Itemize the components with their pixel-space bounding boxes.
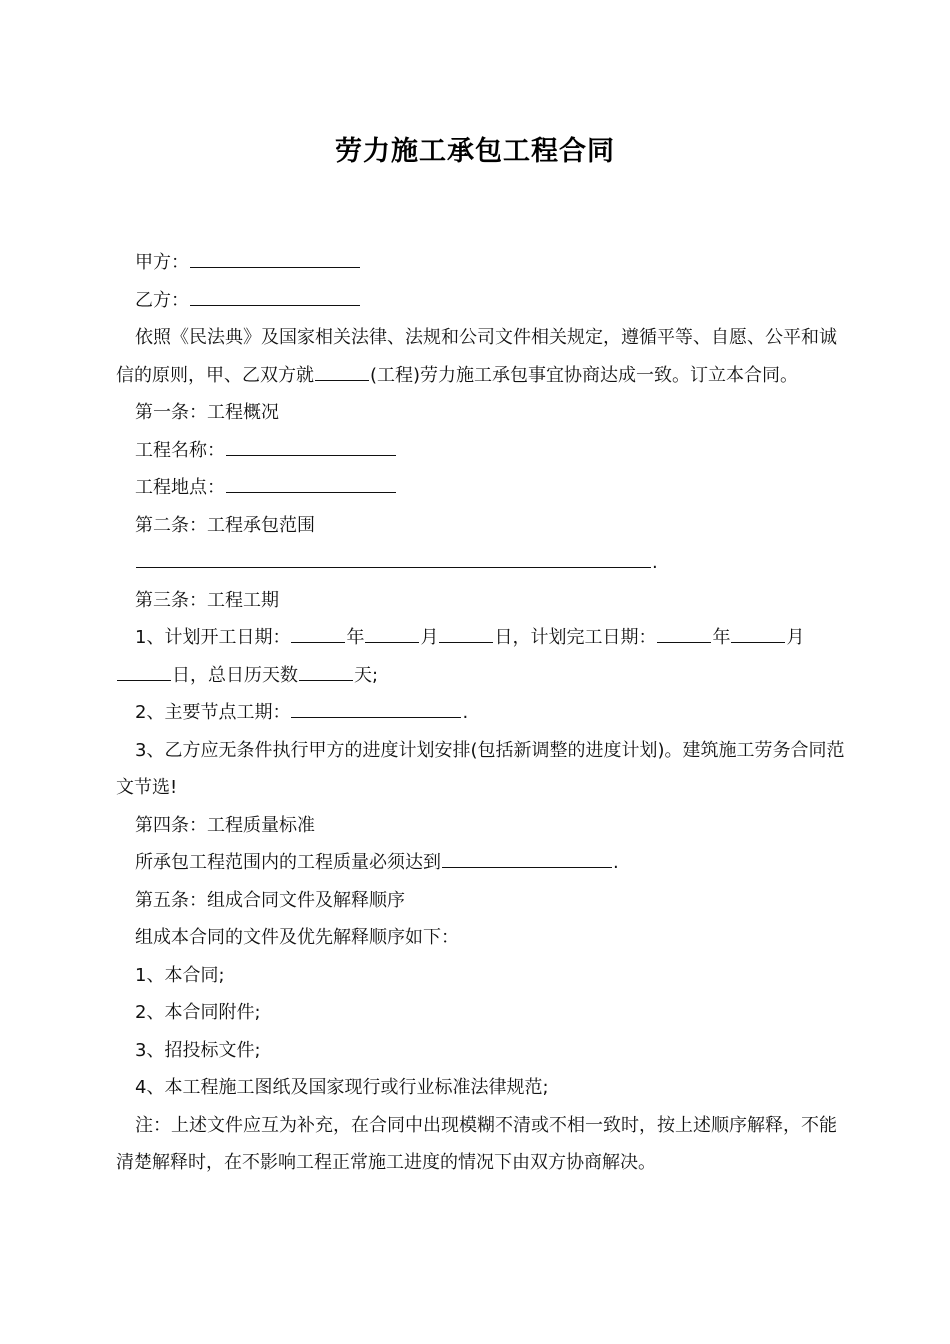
intro-text-1: 依照《民法典》及国家相关法律、法规和公司文件相关规定，遵循平等、自愿、公平和诚信的原则，甲、乙双方就 bbox=[116, 327, 837, 386]
finish-year-blank bbox=[657, 621, 711, 643]
finish-date-label: 日，计划完工日期： bbox=[494, 627, 657, 648]
project-name-label: 工程名称： bbox=[135, 439, 225, 461]
scope-blank bbox=[136, 546, 651, 568]
schedule-clause-3: 3、乙方应无条件执行甲方的进度计划安排(包括新调整的进度计划)。建筑施工劳务合同范文节选! bbox=[116, 739, 845, 798]
intro-text-2: (工程)劳力施工承包事宜协商达成一致。订立本合同。 bbox=[370, 364, 799, 386]
party-b-label: 乙方： bbox=[135, 289, 189, 311]
total-days-blank bbox=[299, 659, 353, 681]
project-site-label: 工程地点： bbox=[135, 477, 225, 498]
start-year-unit: 年 bbox=[346, 627, 365, 648]
start-year-blank bbox=[291, 621, 345, 643]
article-2-heading: 第二条：工程承包范围 bbox=[135, 514, 315, 536]
party-a-line bbox=[116, 244, 846, 282]
page-title: 劳力施工承包工程合同 bbox=[335, 136, 615, 167]
quality-blank bbox=[442, 846, 612, 868]
article-1-heading: 第一条：工程概况 bbox=[135, 402, 279, 423]
scope-dot: . bbox=[652, 552, 658, 573]
project-site-blank bbox=[226, 471, 396, 493]
scope-line bbox=[116, 544, 846, 582]
article-4-heading: 第四条：工程质量标准 bbox=[135, 814, 315, 836]
article-5-heading: 第五条：组成合同文件及解释顺序 bbox=[135, 889, 405, 911]
project-site-line bbox=[116, 469, 846, 507]
start-month-blank bbox=[365, 621, 419, 643]
finish-year-unit: 年 bbox=[712, 627, 731, 648]
start-month-unit: 月 bbox=[420, 627, 439, 648]
document-item-3: 3、招投标文件; bbox=[135, 1039, 261, 1061]
project-name-blank bbox=[226, 434, 396, 456]
intro-paragraph bbox=[116, 319, 846, 394]
document-item-4: 4、本工程施工图纸及国家现行或行业标准法律规范; bbox=[135, 1077, 549, 1098]
documents-intro: 组成本合同的文件及优先解释顺序如下： bbox=[135, 927, 459, 948]
start-date-label: 1、计划开工日期： bbox=[135, 627, 291, 648]
note-paragraph: 注：上述文件应互为补充，在合同中出现模糊不清或不相一致时，按上述顺序解释，不能清楚解释时，在不影响工程正常施工进度的情况下由双方协商解决。 bbox=[116, 1114, 837, 1173]
start-day-blank bbox=[439, 621, 493, 643]
party-b-line bbox=[116, 282, 846, 320]
schedule-paragraph bbox=[116, 619, 846, 694]
finish-day-blank bbox=[117, 659, 171, 681]
quality-label: 所承包工程范围内的工程质量必须达到 bbox=[135, 852, 441, 873]
days-unit: 天; bbox=[354, 664, 379, 686]
quality-line bbox=[116, 844, 846, 882]
milestone-line bbox=[116, 694, 846, 732]
finish-month-unit: 月 bbox=[786, 627, 805, 648]
finish-month-blank bbox=[731, 621, 785, 643]
milestone-blank bbox=[291, 696, 461, 718]
milestone-label: 2、主要节点工期： bbox=[135, 702, 291, 723]
project-name-line bbox=[116, 432, 846, 470]
quality-dot: . bbox=[613, 852, 619, 873]
milestone-dot: . bbox=[462, 702, 469, 723]
document-item-2: 2、本合同附件; bbox=[135, 1002, 261, 1023]
total-days-label: 日，总日历天数 bbox=[172, 664, 298, 686]
article-3-heading: 第三条：工程工期 bbox=[135, 589, 279, 611]
contract-body bbox=[116, 244, 846, 1182]
project-blank bbox=[315, 359, 369, 381]
party-a-blank bbox=[190, 246, 360, 268]
party-b-blank bbox=[190, 284, 360, 306]
party-a-label: 甲方： bbox=[135, 252, 189, 273]
document-item-1: 1、本合同; bbox=[135, 964, 225, 986]
